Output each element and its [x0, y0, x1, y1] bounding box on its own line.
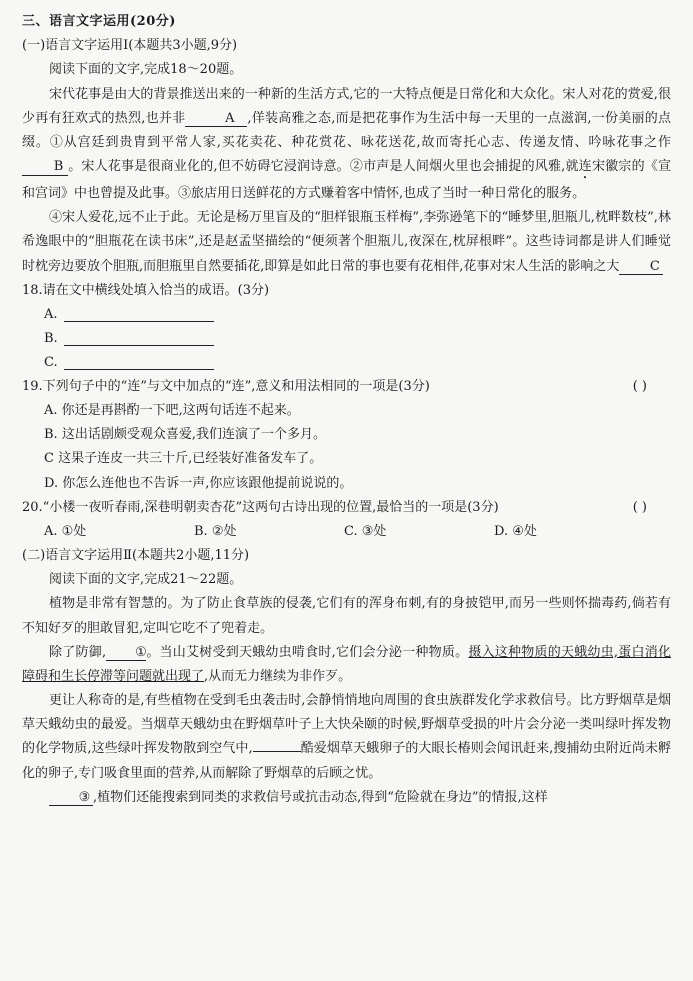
q19-answer-paren[interactable]: ( )	[632, 378, 647, 394]
blank-a[interactable]: A	[185, 111, 247, 128]
q18-label-b: B.	[44, 330, 58, 346]
part1-heading: (一)语言文字运用Ⅰ(本题共3小题,9分)	[22, 38, 238, 54]
q20-stem: 20.“小楼一夜听春雨,深巷明朝卖杏花”这两句古诗出现的位置,最恰当的一项是(3分)	[22, 499, 499, 515]
q20-option-c[interactable]: C. ③处	[344, 523, 387, 539]
q18-label-c: C.	[44, 354, 58, 370]
blank-2[interactable]	[253, 751, 301, 752]
q18-label-a: A.	[44, 306, 58, 322]
blank-c[interactable]: C	[619, 259, 663, 276]
part1-passage	[22, 83, 671, 279]
text-run: 。宋人花事是很商业化的,但不妨碍它浸润诗意。②市声是人间烟火里也会捕捉的风雅,就	[68, 159, 579, 175]
q18-answer-c[interactable]	[22, 351, 671, 375]
part2-heading: (二)语言文字运用Ⅱ(本题共2小题,11分)	[22, 548, 250, 564]
section-title: 三、语言文字运用(20分)	[22, 14, 176, 29]
passage-paragraph-2	[22, 206, 671, 279]
blank-1[interactable]: ①	[106, 645, 146, 662]
text-run: 宋代花事是由大的背景推送出来的一种新的生活方式,它的一大特点便是日常化和大众化。宋人对花的赏爱,很少再有狂欢式的热烈,也并非	[22, 86, 671, 126]
q20-options	[22, 520, 671, 544]
underlined-sentence: 摄入这种物质的天蛾幼虫,蛋白消化障碍和生长停滞等问题就出现了	[22, 644, 671, 684]
text-run: ④宋人爱花,远不止于此。无论是杨万里盲及的“胆样银瓶玉样梅”,李弥逊笔下的“睡梦里,胆瓶儿,枕畔数枝”,林希逸眼中的“胆瓶花在读书床”,还是赵孟坚描绘的“便须著个胆瓶儿,夜深在,枕屏根畔”。这些诗词都是讲人们睡觉时枕旁边要放个胆瓶,而胆瓶里自然要插花,即算是如此日常的事也要有花相伴,花事对宋人生活的影响之大	[22, 210, 671, 274]
q20-option-a[interactable]: A. ①处	[44, 523, 87, 539]
q19-option-d[interactable]: D. 你怎么连他也不告诉一声,你应该跟他提前说说的。	[44, 475, 353, 491]
text-run: 酷爱烟草天蛾卵子的大眼长椿则会闻讯赶来,搜捕幼虫附近尚未孵化的卵子,专门吸食里面的营养,从而解除了野烟草的后顾之忧。	[22, 741, 672, 781]
text-run: 更让人称奇的是,有些植物在受到毛虫袭击时,会静悄悄地向周围的食虫族群发化学求救信号。比方野烟草是烟草天蛾幼虫的最爱。当烟草天蛾幼虫在野烟草叶子上大快朵颐的时候,野烟草受损的叶片会分泌一类叫绿叶挥发物的化学物质,这些绿叶挥发物散到空气中,	[22, 693, 671, 757]
q19-option-a[interactable]: A. 你还是再斟酌一下吧,这两句话连不起来。	[44, 403, 300, 419]
text-run: 宋徽宗的《宣和宫词》中也曾提及此事。③旅店用日送鲜花的方式赚着客中情怀,也成了当时一种日常化的服务。	[22, 159, 671, 202]
blank-3[interactable]: ③	[49, 790, 93, 807]
answer-line[interactable]	[64, 356, 214, 370]
answer-line[interactable]	[64, 332, 214, 346]
q20-row	[22, 496, 671, 520]
text-run: ,从而无力继续为非作歹。	[204, 668, 352, 684]
q19-stem: 19.下列句子中的“连”与文中加点的“连”,意义和用法相同的一项是(3分)	[22, 378, 430, 394]
q19-row	[22, 375, 671, 399]
q18-answer-b[interactable]	[22, 327, 671, 351]
q19-option-b[interactable]: B. 这出话剧颇受观众喜爱,我们连演了一个多月。	[44, 427, 326, 443]
q19-option-c[interactable]: C 这果子连皮一共三十斤,已经装好准备发车了。	[44, 451, 323, 467]
q18-stem: 18.请在文中横线处填入恰当的成语。(3分)	[22, 282, 270, 298]
q18-answer-a[interactable]	[22, 303, 671, 327]
part1-instruction: 阅读下面的文字,完成18～20题。	[49, 62, 243, 78]
q20-option-b[interactable]: B. ②处	[194, 523, 237, 539]
part2-passage	[22, 592, 671, 810]
part2-instruction: 阅读下面的文字,完成21～22题。	[49, 572, 243, 588]
text-run: ,佯装高雅之态,而是把花事作为生活中每一天里的一点滋润,一份美丽的点缀。①从宫廷到贵胄到平常人家,买花卖花、种花赏花、咏花送花,故而寄托心志、传递友情、吟咏花事之作	[22, 110, 671, 150]
passage2-paragraph-2	[22, 641, 671, 689]
q20-option-d[interactable]: D. ④处	[494, 523, 537, 539]
text-run: 。当山艾树受到天蛾幼虫啃食时,它们会分泌一种物质。	[146, 644, 469, 660]
dotted-char-lian: 连	[578, 159, 592, 175]
passage2-paragraph-3	[22, 689, 671, 786]
passage2-paragraph-1: 植物是非常有智慧的。为了防止食草族的侵袭,它们有的浑身布刺,有的身披铠甲,而另一些则怀揣毒药,倘若有不知好歹的胆敢冒犯,定叫它吃不了兜着走。	[22, 596, 671, 636]
q20-answer-paren[interactable]: ( )	[632, 499, 647, 515]
blank-b[interactable]: B	[22, 159, 68, 176]
passage-paragraph-1	[22, 83, 671, 207]
passage2-paragraph-4	[22, 786, 671, 810]
text-run: ,植物们还能搜索到同类的求救信号或抗击动态,得到“危险就在身边”的情报,这样	[93, 789, 548, 805]
text-run: 除了防御,	[49, 644, 107, 660]
answer-line[interactable]	[64, 308, 214, 322]
